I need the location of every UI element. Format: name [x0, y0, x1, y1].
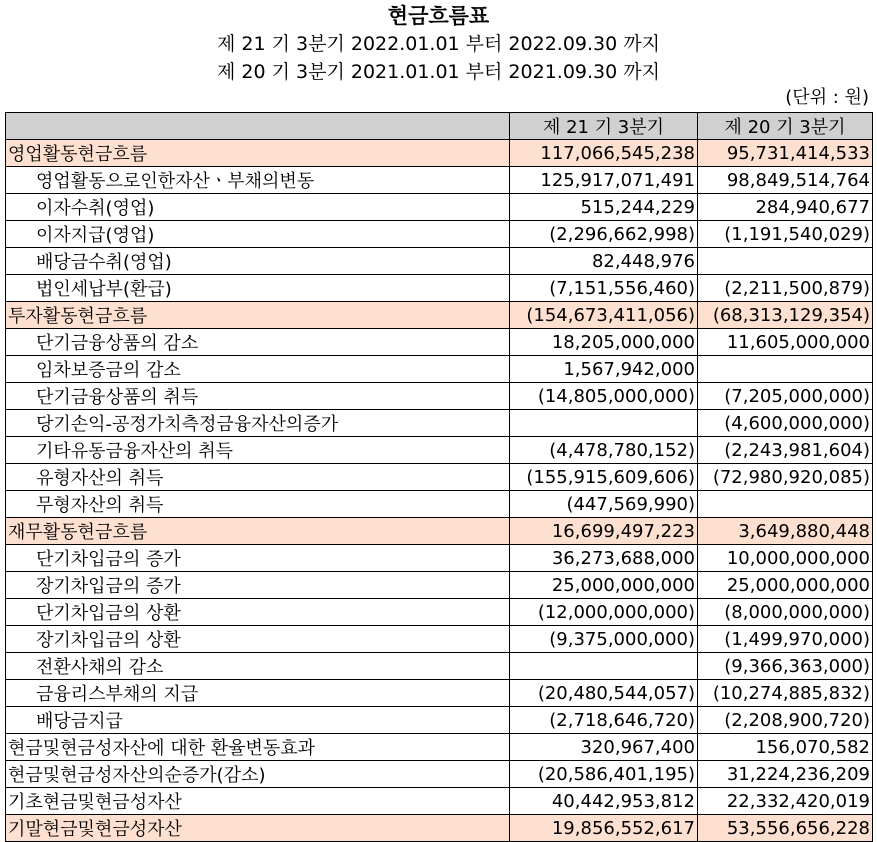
current-period-value: (154,673,411,056) [510, 302, 698, 329]
row-label: 당기손익-공정가치측정금융자산의증가 [6, 410, 510, 437]
row-label: 배당금지급 [6, 707, 510, 734]
prior-period-value: 25,000,000,000 [698, 572, 873, 599]
table-row [6, 572, 873, 599]
row-label: 영업활동현금흐름 [6, 140, 510, 167]
table-row [6, 329, 873, 356]
table-row [6, 734, 873, 761]
current-period-value: (9,375,000,000) [510, 626, 698, 653]
table-row [6, 275, 873, 302]
table-row [6, 464, 873, 491]
row-label: 기말현금및현금성자산 [6, 815, 510, 842]
table-row [6, 302, 873, 329]
table-row [6, 437, 873, 464]
row-label: 재무활동현금흐름 [6, 518, 510, 545]
prior-period-value: (1,499,970,000) [698, 626, 873, 653]
prior-period-value [698, 356, 873, 383]
row-label: 이자지급(영업) [6, 221, 510, 248]
prior-period-value: 22,332,420,019 [698, 788, 873, 815]
current-period-value: (20,480,544,057) [510, 680, 698, 707]
current-period-value: 19,856,552,617 [510, 815, 698, 842]
prior-period-value: (2,243,981,604) [698, 437, 873, 464]
prior-period-value: 98,849,514,764 [698, 167, 873, 194]
prior-period-value: (7,205,000,000) [698, 383, 873, 410]
row-label: 영업활동으로인한자산ㆍ부채의변동 [6, 167, 510, 194]
prior-period-value: 31,224,236,209 [698, 761, 873, 788]
current-period-value: 82,448,976 [510, 248, 698, 275]
table-row [6, 194, 873, 221]
current-period-value: (2,296,662,998) [510, 221, 698, 248]
row-label: 장기차입금의 상환 [6, 626, 510, 653]
current-period-value: (20,586,401,195) [510, 761, 698, 788]
table-row [6, 248, 873, 275]
row-label: 이자수취(영업) [6, 194, 510, 221]
prior-period-value: 3,649,880,448 [698, 518, 873, 545]
row-label: 투자활동현금흐름 [6, 302, 510, 329]
table-row [6, 653, 873, 680]
current-period-value: (14,805,000,000) [510, 383, 698, 410]
current-period-value: 125,917,071,491 [510, 167, 698, 194]
row-label: 단기차입금의 증가 [6, 545, 510, 572]
current-period-value: (4,478,780,152) [510, 437, 698, 464]
header-current-period: 제 21 기 3분기 [510, 113, 698, 140]
table-row [6, 167, 873, 194]
prior-period-value: (72,980,920,085) [698, 464, 873, 491]
current-period-value: 18,205,000,000 [510, 329, 698, 356]
table-row [6, 140, 873, 167]
row-label: 단기차입금의 상환 [6, 599, 510, 626]
row-label: 무형자산의 취득 [6, 491, 510, 518]
prior-period-value: 284,940,677 [698, 194, 873, 221]
table-row [6, 356, 873, 383]
row-label: 전환사채의 감소 [6, 653, 510, 680]
current-period-value: (2,718,646,720) [510, 707, 698, 734]
row-label: 임차보증금의 감소 [6, 356, 510, 383]
row-label: 배당금수취(영업) [6, 248, 510, 275]
current-period-value: 16,699,497,223 [510, 518, 698, 545]
row-label: 기초현금및현금성자산 [6, 788, 510, 815]
period-prior: 제 20 기 3분기 2021.01.01 부터 2021.09.30 까지 [217, 61, 660, 83]
current-period-value: 40,442,953,812 [510, 788, 698, 815]
statement-title: 현금흐름표 [387, 4, 490, 28]
table-row [6, 680, 873, 707]
prior-period-value: (2,208,900,720) [698, 707, 873, 734]
prior-period-value: (1,191,540,029) [698, 221, 873, 248]
prior-period-value [698, 248, 873, 275]
table-row [6, 788, 873, 815]
current-period-value: 1,567,942,000 [510, 356, 698, 383]
table-row [6, 815, 873, 842]
row-label: 현금및현금성자산의순증가(감소) [6, 761, 510, 788]
prior-period-value: 53,556,656,228 [698, 815, 873, 842]
prior-period-value: (10,274,885,832) [698, 680, 873, 707]
table-row [6, 707, 873, 734]
table-row [6, 761, 873, 788]
current-period-value: 320,967,400 [510, 734, 698, 761]
table-header-row [6, 113, 873, 140]
prior-period-value: (8,000,000,000) [698, 599, 873, 626]
table-row [6, 545, 873, 572]
table-row [6, 383, 873, 410]
table-row [6, 491, 873, 518]
prior-period-value: (68,313,129,354) [698, 302, 873, 329]
prior-period-value: 95,731,414,533 [698, 140, 873, 167]
current-period-value: (7,151,556,460) [510, 275, 698, 302]
table-row [6, 221, 873, 248]
current-period-value: 515,244,229 [510, 194, 698, 221]
current-period-value [510, 410, 698, 437]
table-row [6, 599, 873, 626]
prior-period-value: 156,070,582 [698, 734, 873, 761]
cash-flow-table [5, 112, 873, 842]
table-body [6, 140, 873, 842]
prior-period-value [698, 491, 873, 518]
current-period-value: 117,066,545,238 [510, 140, 698, 167]
prior-period-value: (9,366,363,000) [698, 653, 873, 680]
current-period-value: 25,000,000,000 [510, 572, 698, 599]
row-label: 기타유동금융자산의 취득 [6, 437, 510, 464]
header-prior-period: 제 20 기 3분기 [698, 113, 873, 140]
table-row [6, 518, 873, 545]
prior-period-value: (2,211,500,879) [698, 275, 873, 302]
row-label: 유형자산의 취득 [6, 464, 510, 491]
current-period-value [510, 653, 698, 680]
row-label: 단기금융상품의 감소 [6, 329, 510, 356]
table-row [6, 626, 873, 653]
current-period-value: (447,569,990) [510, 491, 698, 518]
row-label: 금융리스부채의 지급 [6, 680, 510, 707]
prior-period-value: (4,600,000,000) [698, 410, 873, 437]
current-period-value: 36,273,688,000 [510, 545, 698, 572]
row-label: 단기금융상품의 취득 [6, 383, 510, 410]
table-row [6, 410, 873, 437]
current-period-value: (12,000,000,000) [510, 599, 698, 626]
unit-label: (단위 : 원) [785, 87, 869, 108]
row-label: 법인세납부(환급) [6, 275, 510, 302]
prior-period-value: 11,605,000,000 [698, 329, 873, 356]
prior-period-value: 10,000,000,000 [698, 545, 873, 572]
row-label: 장기차입금의 증가 [6, 572, 510, 599]
period-current: 제 21 기 3분기 2022.01.01 부터 2022.09.30 까지 [217, 33, 660, 55]
current-period-value: (155,915,609,606) [510, 464, 698, 491]
header-label-column [6, 113, 510, 140]
row-label: 현금및현금성자산에 대한 환율변동효과 [6, 734, 510, 761]
